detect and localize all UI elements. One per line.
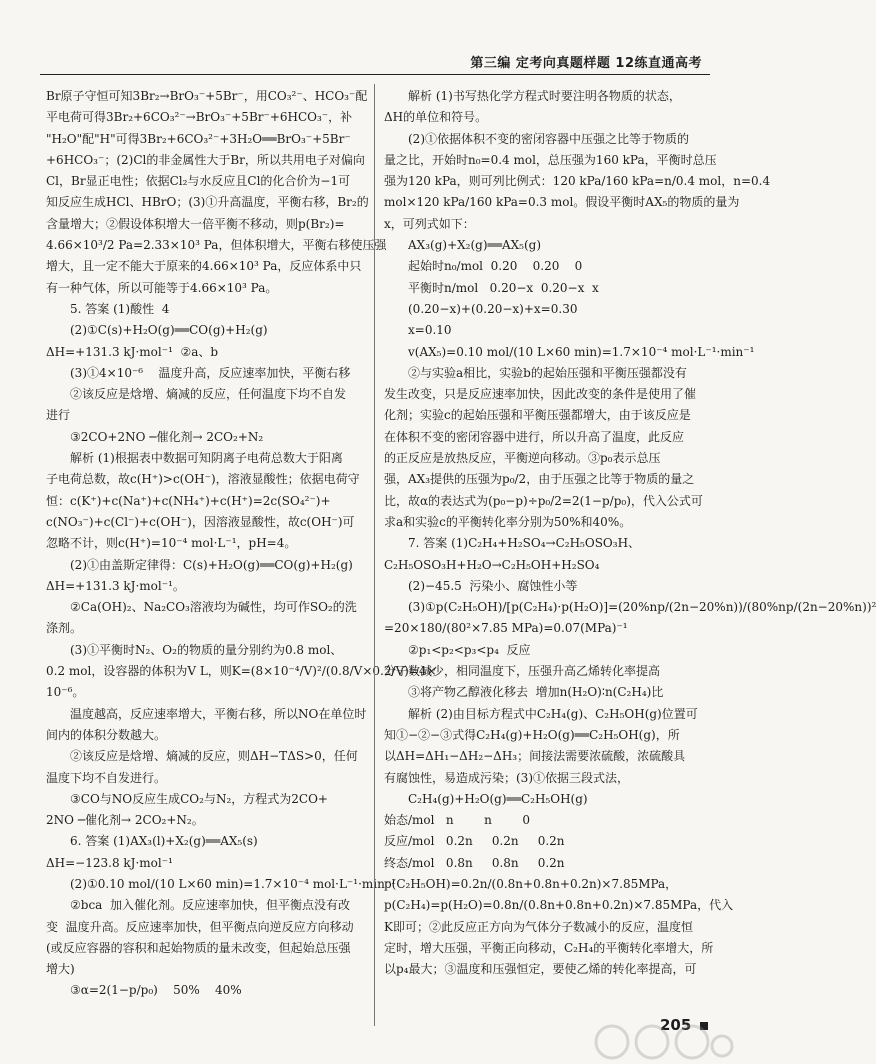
right-column-line: x=0.10	[408, 323, 452, 338]
right-column-line: (3)①p(C₂H₅OH)/[p(C₂H₄)·p(H₂O)]=(20%np/(2n−20%n))/(80%np/(2n−20%n))²	[408, 600, 876, 615]
right-column-line: 反应/mol 0.2n 0.2n 0.2n	[384, 834, 565, 849]
right-column-line: 解析 (2)由目标方程式中C₂H₄(g)、C₂H₅OH(g)位置可	[408, 706, 698, 721]
page-number: 205	[660, 1016, 692, 1034]
left-column-line: ΔH=+131.3 kJ·mol⁻¹。	[46, 578, 185, 593]
left-column-line: ΔH=+131.3 kJ·mol⁻¹ ②a、b	[46, 344, 219, 359]
left-column-line: Br原子守恒可知3Br₂→BrO₃⁻+5Br⁻，用CO₃²⁻、HCO₃⁻配	[46, 89, 368, 103]
right-column	[384, 86, 876, 1026]
left-column-line: 平电荷可得3Br₂+6CO₃²⁻→BrO₃⁻+5Br⁻+6HCO₃⁻，补	[46, 110, 353, 125]
left-column-line: (或反应容器的容积和起始物质的量未改变，但起始总压强	[46, 940, 351, 955]
left-column-line: 涤剂。	[46, 621, 83, 636]
header-title: 第三编 定考向真题样题 12练直通高考	[470, 56, 702, 71]
right-column-line: 起始时n₀/mol 0.20 0.20 0	[408, 259, 583, 274]
left-column-line: ③CO与NO反应生成CO₂与N₂，方程式为2CO+	[70, 791, 328, 806]
right-column-line: x，可列式如下：	[384, 216, 475, 231]
left-column-line: 温度越高，反应速率增大，平衡右移，所以NO在单位时	[70, 706, 367, 721]
left-column-line: (3)①平衡时N₂、O₂的物质的量分别约为0.8 mol、	[70, 642, 343, 657]
right-column-line: 有腐蚀性，易造成污染；(3)①依据三段式法，	[384, 770, 629, 785]
left-column-line: ΔH=−123.8 kJ·mol⁻¹	[46, 855, 173, 870]
left-column-line: (3)①4×10⁻⁶ 温度升高，反应速率加快，平衡右移	[70, 365, 351, 380]
right-column-line: ②与实验a相比，实验b的起始压强和平衡压强都没有	[408, 365, 687, 380]
left-column-line: Cl，Br显正电性；依据Cl₂与水反应且Cl的化合价为−1可	[46, 174, 351, 189]
left-column-line: c(NO₃⁻)+c(Cl⁻)+c(OH⁻)，因溶液显酸性，故c(OH⁻)可	[46, 514, 355, 529]
left-column-line: (2)①C(s)+H₂O(g)══CO(g)+H₂(g)	[70, 323, 268, 338]
right-column-line: 分子数减少，相同温度下，压强升高乙烯转化率提高	[384, 664, 661, 679]
right-column-line: 平衡时n/mol 0.20−x 0.20−x x	[408, 280, 599, 295]
left-column-line: 5. 答案 (1)酸性 4	[70, 301, 170, 316]
right-column-line: 发生改变，只是反应速率加快，因此改变的条件是使用了催	[384, 387, 697, 402]
header-rule	[40, 74, 710, 75]
right-column-line: 强为120 kPa，则可列比例式：120 kPa/160 kPa=n/0.4 mol，n=0.4	[384, 174, 771, 189]
right-column-line: ②p₁<p₂<p₃<p₄ 反应	[408, 642, 531, 657]
left-column-line: 进行	[46, 408, 71, 423]
left-column-line: (2)①0.10 mol/(10 L×60 min)=1.7×10⁻⁴ mol·L⁻¹·min⁻¹	[70, 876, 396, 891]
left-column-line: ③α=2(1−p/p₀) 50% 40%	[70, 983, 242, 998]
left-column-line: 知反应生成HCl、HBrO；(3)①升高温度，平衡右移，Br₂的	[46, 195, 369, 210]
right-column-line: ③将产物乙醇液化移去 增加n(H₂O)∶n(C₂H₄)比	[408, 685, 664, 700]
right-column-line: 强，AX₃提供的压强为p₀/2，由于压强之比等于物质的量之	[384, 472, 695, 487]
right-column-line: 7. 答案 (1)C₂H₄+H₂SO₄→C₂H₅OSO₃H、	[408, 536, 641, 551]
left-column-line: 含量增大；②假设体积增大一倍平衡不移动，则p(Br₂)=	[46, 216, 345, 231]
right-column-line: (2)−45.5 污染小、腐蚀性小等	[408, 578, 578, 593]
left-column-line: 有一种气体，所以可能等于4.66×10³ Pa。	[46, 280, 278, 295]
left-column-line: 增大)	[46, 962, 75, 977]
left-column-line: +6HCO₃⁻；(2)Cl的非金属性大于Br，所以共用电子对偏向	[46, 152, 365, 167]
left-column-line: ②bca 加入催化剂。反应速率加快，但平衡点没有改	[70, 898, 350, 913]
page-header	[0, 0, 750, 78]
right-column-line: C₂H₄(g)+H₂O(g)══C₂H₅OH(g)	[408, 791, 588, 806]
left-column-line: ②Ca(OH)₂、Na₂CO₃溶液均为碱性，均可作SO₂的洗	[70, 600, 357, 615]
right-column-line: =20×180/(80²×7.85 MPa)=0.07(MPa)⁻¹	[384, 621, 628, 636]
left-column-line: 增大，且一定不能大于原来的4.66×10³ Pa，反应体系中只	[46, 259, 362, 274]
left-column-line: "H₂O"配"H"可得3Br₂+6CO₃²⁻+3H₂O══BrO₃⁻+5Br⁻	[46, 131, 351, 146]
right-column-line: 以ΔH=ΔH₁−ΔH₂−ΔH₃；间接法需要浓硫酸，浓硫酸具	[384, 749, 686, 764]
right-column-line: 量之比，开始时n₀=0.4 mol，总压强为160 kPa，平衡时总压	[384, 152, 717, 167]
right-column-line: 化剂；实验c的起始压强和平衡压强都增大，由于该反应是	[384, 408, 691, 423]
right-column-line: (0.20−x)+(0.20−x)+x=0.30	[408, 301, 578, 316]
right-column-line: v(AX₅)=0.10 mol/(10 L×60 min)=1.7×10⁻⁴ mol·L⁻¹·min⁻¹	[408, 344, 755, 359]
right-column-line: AX₃(g)+X₂(g)══AX₅(g)	[408, 238, 542, 253]
left-column-line: ②该反应是焓增、熵减的反应，任何温度下均不自发	[70, 387, 347, 402]
left-column-line: 子电荷总数，故c(H⁺)>c(OH⁻)，溶液显酸性；依据电荷守	[46, 472, 360, 487]
left-column-line: 恒：c(K⁺)+c(Na⁺)+c(NH₄⁺)+c(H⁺)=2c(SO₄²⁻)+	[46, 493, 331, 508]
right-column-line: 终态/mol 0.8n 0.8n 0.2n	[384, 855, 565, 870]
right-column-line: p(C₂H₅OH)=0.2n/(0.8n+0.8n+0.2n)×7.85MPa，	[384, 876, 678, 891]
right-column-line: K即可；②此反应正方向为气体分子数减小的反应，温度恒	[384, 919, 693, 934]
left-column-line: 6. 答案 (1)AX₃(l)+X₂(g)══AX₅(s)	[70, 834, 258, 849]
left-column-line: 间内的体积分数越大。	[46, 727, 167, 742]
left-column-line: 10⁻⁶。	[46, 685, 85, 700]
right-column-line: 定时，增大压强，平衡正向移动，C₂H₄的平衡转化率增大，所	[384, 940, 714, 955]
right-column-line: 解析 (1)书写热化学方程式时要注明各物质的状态，	[408, 89, 681, 103]
right-column-line: 知①−②−③式得C₂H₄(g)+H₂O(g)══C₂H₅OH(g)，所	[384, 727, 680, 742]
right-column-line: 以p₄最大；③温度和压强恒定，要使乙烯的转化率提高，可	[384, 962, 697, 977]
left-column-line: 忽略不计，则c(H⁺)=10⁻⁴ mol·L⁻¹，pH=4。	[46, 536, 297, 551]
left-column-line: (2)①由盖斯定律得：C(s)+H₂O(g)══CO(g)+H₂(g)	[70, 557, 353, 572]
right-column-line: p(C₂H₄)=p(H₂O)=0.8n/(0.8n+0.8n+0.2n)×7.85MPa，代入	[384, 898, 734, 913]
left-column-line: 温度下均不自发进行。	[46, 770, 167, 785]
right-column-line: 比，故α的表达式为(p₀−p)÷p₀/2=2(1−p/p₀)，代入公式可	[384, 493, 703, 508]
left-column-line: 解析 (1)根据表中数据可知阴离子电荷总数大于阳离	[70, 451, 343, 466]
right-column-line: ΔH的单位和符号。	[384, 110, 488, 125]
page-footer	[0, 1010, 750, 1061]
left-column-line: 4.66×10³/2 Pa=2.33×10³ Pa，但体积增大，平衡右移使压强	[46, 238, 387, 253]
watermark-logo	[590, 1020, 740, 1064]
right-column-line: (2)①依据体积不变的密闭容器中压强之比等于物质的	[408, 131, 690, 146]
right-column-line: 在体积不变的密闭容器中进行，所以升高了温度，此反应	[384, 429, 685, 444]
left-column-line: 2NO ─催化剂→ 2CO₂+N₂。	[46, 813, 204, 828]
left-column-line: ②该反应是焓增、熵减的反应，则ΔH−TΔS>0，任何	[70, 749, 358, 764]
column-divider	[374, 84, 375, 1026]
left-column-line: ③2CO+2NO ─催化剂→ 2CO₂+N₂	[70, 429, 264, 444]
right-column-line: 始态/mol n n 0	[384, 813, 531, 828]
right-column-line: 的正反应是放热反应，平衡逆向移动。③p₀表示总压	[384, 451, 661, 466]
right-column-line: C₂H₅OSO₃H+H₂O→C₂H₅OH+H₂SO₄	[384, 557, 600, 572]
right-column-line: mol×120 kPa/160 kPa=0.3 mol。假设平衡时AX₅的物质的量为	[384, 195, 740, 210]
left-column-line: 变 温度升高。反应速率加快，但平衡点向逆反应方向移动	[46, 919, 354, 934]
right-column-line: 求a和实验c的平衡转化率分别为50%和40%。	[384, 514, 632, 529]
left-column-line: 0.2 mol，设容器的体积为V L，则K=(8×10⁻⁴/V)²/(0.8/V×0.2/V)=4×	[46, 664, 437, 679]
